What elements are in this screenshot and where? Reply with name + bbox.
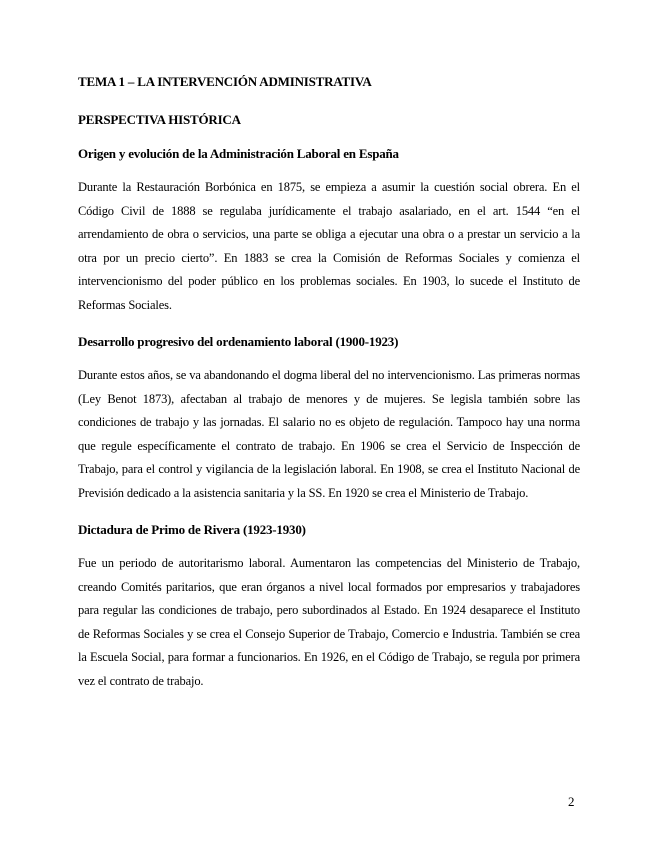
section-heading-origen: Origen y evolución de la Administración Laboral en España xyxy=(78,146,399,161)
document-subtitle: PERSPECTIVA HISTÓRICA xyxy=(78,112,241,127)
section-paragraph-dictadura: Fue un periodo de autoritarismo laboral. Aumentaron las competencias del Ministerio de Trabajo, creando Comités paritarios, que eran órganos a nivel local formados por empresarios y trabajadores para regular las condiciones de trabajo, pero subordinados al Estado. En 1924 desaparece el Instituto de Reformas Sociales y se crea el Consejo Superior de Trabajo, Comercio e Industria. También se crea la Escuela Social, para formar a funcionarios. En 1926, en el Código de Trabajo, se regula por primera vez el contrato de trabajo. xyxy=(78,556,580,688)
section-paragraph-origen: Durante la Restauración Borbónica en 1875, se empieza a asumir la cuestión social obrera. En el Código Civil de 1888 se regulaba jurídicamente el trabajo asalariado, en el art. 1544 “en el arrendamiento de obra o servicios, una parte se obliga a ejecutar una obra o a prestar un servicio a la otra por un precio cierto”. En 1883 se crea la Comisión de Reformas Sociales y comienza el intervencionismo del poder público en los problemas sociales. En 1903, lo sucede el Instituto de Reformas Sociales. xyxy=(78,180,580,312)
page-number: 2 xyxy=(568,794,575,809)
section-paragraph-desarrollo: Durante estos años, se va abandonando el dogma liberal del no intervencionismo. Las primeras normas (Ley Benot 1873), afectaban al trabajo de menores y de mujeres. Se legisla también sobre las condiciones de trabajo y las jornadas. El salario no es objeto de regulación. Tampoco hay una norma que regule específicamente el contrato de trabajo. En 1906 se crea el Servicio de Inspección de Trabajo, para el control y vigilancia de la legislación laboral. En 1908, se crea el Instituto Nacional de Previsión dedicado a la asistencia sanitaria y la SS. En 1920 se crea el Ministerio de Trabajo. xyxy=(78,368,580,500)
page-content xyxy=(78,72,580,708)
document-title: TEMA 1 – LA INTERVENCIÓN ADMINISTRATIVA xyxy=(78,74,372,89)
section-heading-dictadura: Dictadura de Primo de Rivera (1923-1930) xyxy=(78,522,306,537)
section-heading-desarrollo: Desarrollo progresivo del ordenamiento laboral (1900-1923) xyxy=(78,334,399,349)
